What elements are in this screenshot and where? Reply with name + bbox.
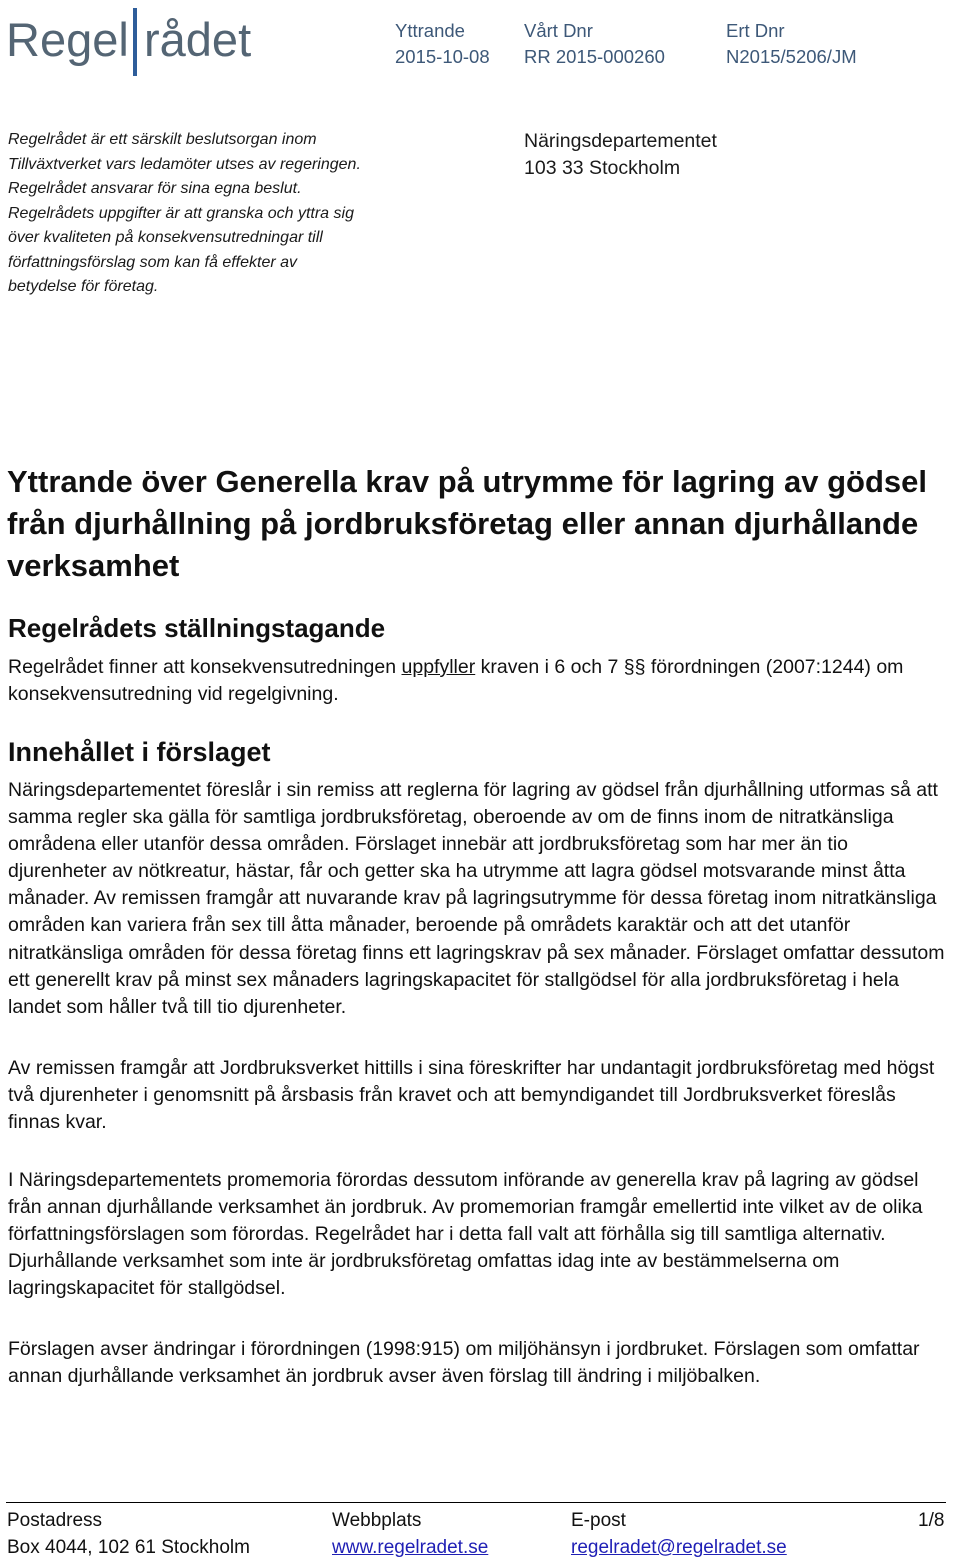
vart-dnr-meta: [524, 18, 665, 70]
description-line: betydelse för företag.: [8, 278, 159, 295]
description-line: Regelrådets uppgifter är att granska och yttra sig: [8, 204, 354, 222]
webbplats-label: Webbplats: [332, 1510, 422, 1531]
recipient-name: Näringsdepartementet: [524, 130, 717, 152]
section-heading-innehallet: Innehållet i förslaget: [8, 737, 271, 767]
footer-divider: [6, 1502, 946, 1503]
recipient-city: 103 33 Stockholm: [524, 157, 681, 179]
stallningstagande-text-start: Regelrådet finner att konsekvensutredningen: [8, 656, 402, 678]
description-line: Regelrådet ansvarar för sina egna beslut.: [8, 180, 302, 197]
document-title: Yttrande över Generella krav på utrymme för lagring av gödsel från djurhållning på jordbruksföretag eller annan djurhållande verksamhet: [7, 464, 927, 583]
vart-dnr-label: Vårt Dnr: [524, 20, 593, 41]
stallningstagande-text: [8, 654, 948, 708]
regelradet-description: [8, 128, 408, 300]
stallningstagande-text-end: kraven i 6 och 7 §§ förordningen (2007:1244) om konsekvensutredning vid regelgivning.: [8, 656, 904, 706]
footer-webbplats: [332, 1507, 488, 1561]
logo-divider: [133, 8, 137, 76]
recipient-address: [524, 128, 717, 182]
logo-text-part1: Regel: [6, 13, 129, 66]
vart-dnr-value: RR 2015-000260: [524, 46, 665, 67]
postadress-label: Postadress: [7, 1510, 103, 1531]
section-heading-stallningstagande: Regelrådets ställningstagande: [8, 613, 386, 643]
yttrande-meta: [395, 18, 490, 70]
email-link[interactable]: regelradet@regelradet.se: [571, 1537, 787, 1558]
description-line: Regelrådet är ett särskilt beslutsorgan inom: [8, 131, 317, 148]
description-line: författningsförslag som kan få effekter av: [8, 253, 298, 271]
page-number: 1/8: [918, 1510, 945, 1531]
innehallet-paragraph-2: Av remissen framgår att Jordbruksverket hittills i sina föreskrifter har undantagit jordbruksföretag med högst två djurenheter i genomsnitt på årsbasis från kravet och att bemyndigandet till Jordbruksverket föreslås finnas kvar.: [8, 1057, 935, 1134]
ert-dnr-meta: [726, 18, 857, 70]
regelradet-logo: [6, 8, 256, 72]
postadress-value: Box 4044, 102 61 Stockholm: [7, 1537, 250, 1558]
innehallet-paragraph-1: Näringsdepartementet föreslår i sin remiss att reglerna för lagring av gödsel från djurhållning utformas så att samma regler ska gälla för samtliga jordbruksföretag, oberoende av om de finns inom de nitratkänsliga områdena eller utanför dessa områden. Förslaget innebär att jordbruksföretag som har mer än tio djurenheter av nötkreatur, hästar, får och getter ska ha utrymme att lagra gödsel motsvarande minst åtta månader. Av remissen framgår att nuvarande krav på lagringsutrymme för dessa företag inom nitratkänsliga områden kan variera från sex till åtta månader, beroende på områdets karaktär och att det utanför nitratkänsliga områden för dessa företag finns ett lagringskrav på sex månader. Förslaget omfattar dessutom ett generellt krav på minst sex månaders lagringskapacitet för stallgödsel för alla jordbruksföretag i hela landet som håller två till tio djurenheter.: [8, 779, 945, 1018]
footer-postadress: [7, 1507, 250, 1561]
description-line: Tillväxtverket vars ledamöter utses av regeringen.: [8, 155, 361, 173]
ert-dnr-value: N2015/5206/JM: [726, 46, 857, 67]
ert-dnr-label: Ert Dnr: [726, 20, 785, 41]
epost-label: E-post: [571, 1510, 626, 1531]
yttrande-date: 2015-10-08: [395, 46, 490, 67]
uppfyller-emphasis: uppfyller: [401, 656, 476, 678]
website-link[interactable]: www.regelradet.se: [332, 1537, 489, 1558]
innehallet-paragraph-3: I Näringsdepartementets promemoria förordas dessutom införande av generella krav på lagring av gödsel från annan djurhållande verksamhet än jordbruk. Av promemorian framgår emellertid inte vilket av de olika författningsförslagen som förordas. Regelrådet har i detta fall valt att förhålla sig till samtliga alternativ. Djurhållande verksamhet som inte är jordbruksföretag omfattas idag inte av bestämmelserna om lagringskapacitet för stallgödsel.: [8, 1169, 923, 1300]
yttrande-label: Yttrande: [395, 20, 465, 41]
description-line: över kvaliteten på konsekvensutredningar till: [8, 229, 323, 246]
innehallet-paragraph-4: Förslagen avser ändringar i förordningen (1998:915) om miljöhänsyn i jordbruket. Förslagen som omfattar annan djurhållande verksamhet än jordbruk avser även förslag till ändring i miljöbalken.: [8, 1338, 920, 1388]
logo-text-part2: rådet: [144, 13, 252, 66]
footer-epost: [571, 1507, 787, 1561]
